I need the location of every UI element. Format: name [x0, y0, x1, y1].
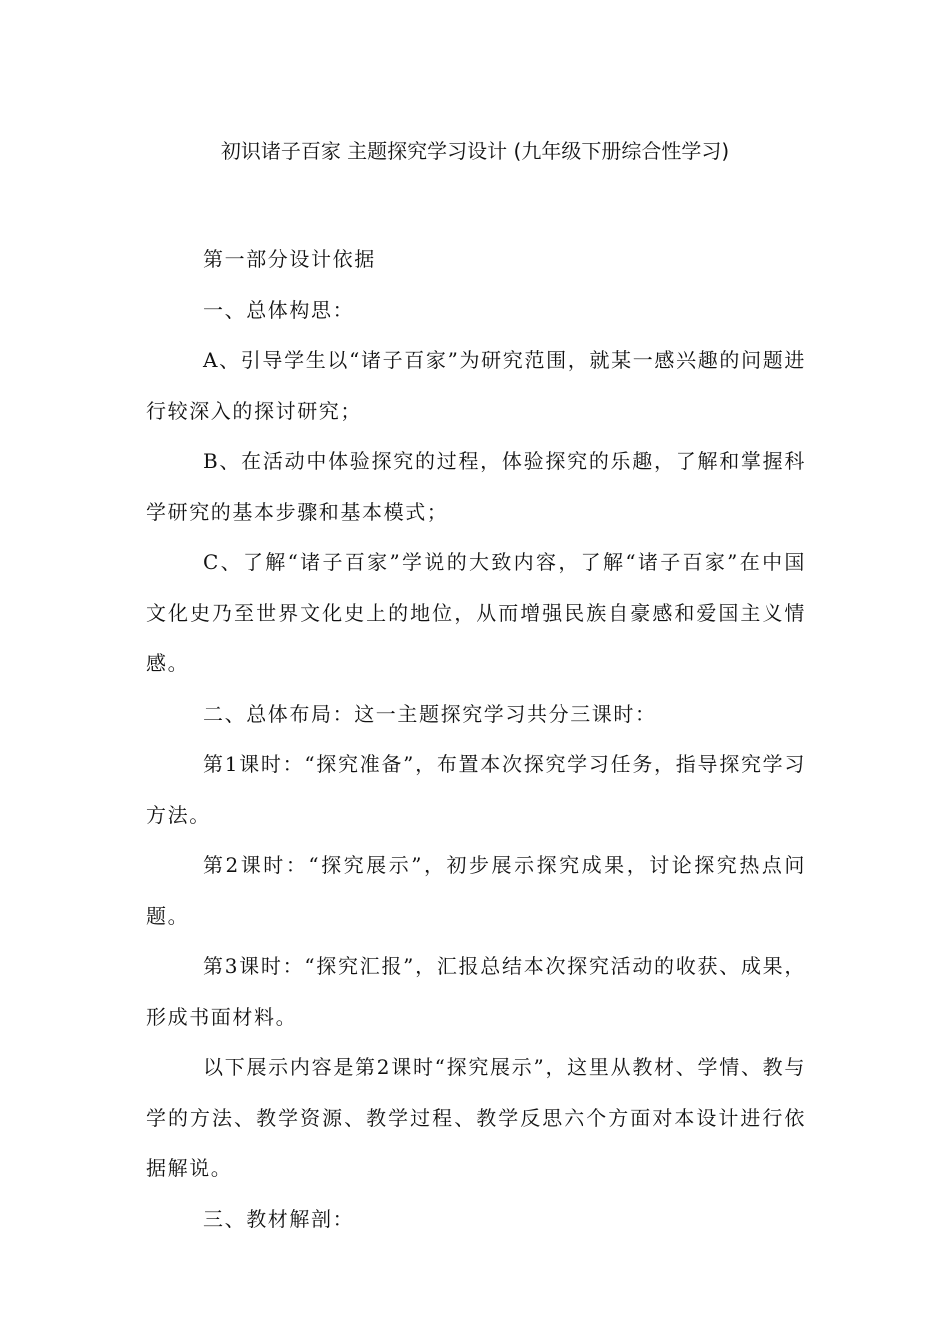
- heading-overall-concept: 一、总体构思：: [203, 297, 355, 322]
- paragraph-lesson-1: 第1课时：“探究准备”，布置本次探究学习任务，指导探究学习方法。: [146, 752, 806, 827]
- paragraph-goal-a: A、引导学生以“诸子百家”为研究范围，就某一感兴趣的问题进行较深入的探讨研究；: [146, 348, 806, 423]
- document-title: 初识诸子百家 主题探究学习设计 (九年级下册综合性学习): [220, 139, 730, 163]
- section-heading-design-basis: 第一部分设计依据: [203, 247, 376, 271]
- heading-textbook-analysis: 三、教材解剖：: [203, 1206, 355, 1231]
- paragraph-goal-b: B、在活动中体验探究的过程，体验探究的乐趣，了解和掌握科学研究的基本步骤和基本模式；: [146, 449, 806, 524]
- document-body: [146, 234, 806, 1244]
- paragraph-lesson-2: 第2课时：“探究展示”，初步展示探究成果，讨论探究热点问题。: [146, 853, 806, 928]
- paragraph-goal-c: C、了解“诸子百家”学说的大致内容，了解“诸子百家”在中国文化史乃至世界文化史上的地位，从而增强民族自豪感和爱国主义情感。: [146, 550, 806, 675]
- paragraph-display-content: 以下展示内容是第2课时“探究展示”，这里从教材、学情、教与学的方法、教学资源、教学过程、教学反思六个方面对本设计进行依据解说。: [146, 1055, 806, 1180]
- heading-overall-layout: 二、总体布局：这一主题探究学习共分三课时：: [203, 701, 657, 726]
- paragraph-lesson-3: 第3课时：“探究汇报”，汇报总结本次探究活动的收获、成果，形成书面材料。: [146, 954, 806, 1029]
